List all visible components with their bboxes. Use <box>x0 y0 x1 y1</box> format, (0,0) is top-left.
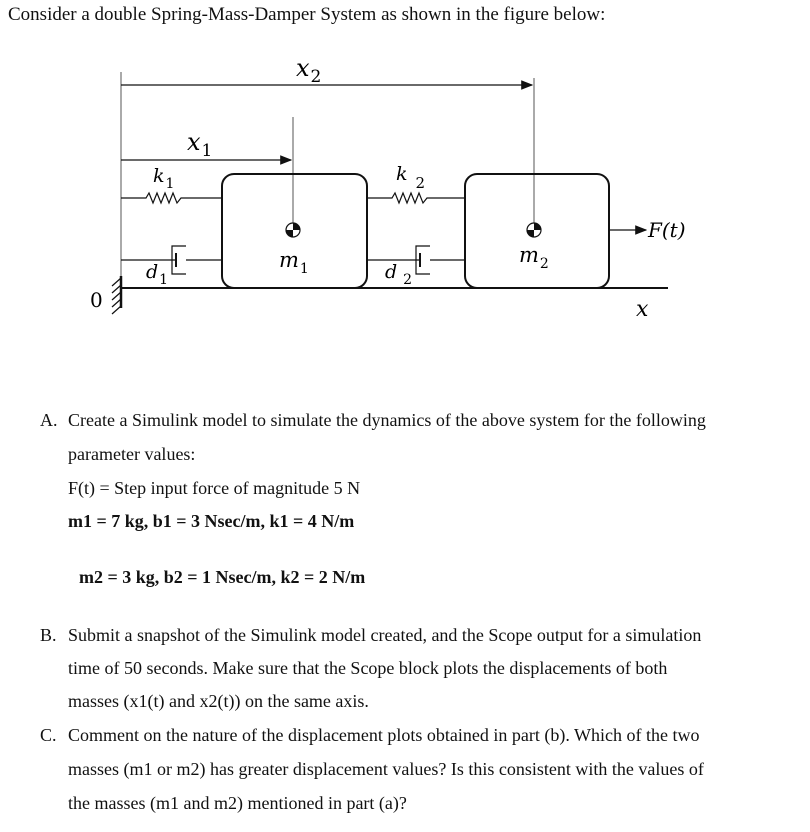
spring-mass-damper-figure <box>0 40 810 345</box>
section-a <box>40 410 706 431</box>
section-a-line-2: parameter values: <box>68 444 196 464</box>
section-b-line-3: masses (x1(t) and x2(t)) on the same axis. <box>68 691 369 711</box>
figure-svg <box>0 40 810 340</box>
section-b-line-2: time of 50 seconds. Make sure that the Scope block plots the displacements of both <box>68 658 668 678</box>
d2-label: d $_2$ <box>385 261 413 288</box>
section-a-letter: A. <box>40 410 58 430</box>
spring-k2 <box>367 193 465 203</box>
section-c-line-2: masses (m1 or m2) has greater displacement values? Is this consistent with the values of <box>68 759 704 779</box>
section-c-letter: C. <box>40 725 57 745</box>
section-c-line-3: the masses (m1 and m2) mentioned in part (a)? <box>68 793 407 813</box>
x1-label: $x_1$ <box>187 128 213 161</box>
section-c <box>40 725 700 746</box>
wall <box>112 276 121 314</box>
damper-d2 <box>367 246 465 274</box>
spring-k1 <box>121 193 222 203</box>
force-label: F(t) <box>648 218 686 242</box>
k1-label: $k_1$ <box>153 165 175 192</box>
m2-label: $m_2$ <box>519 243 549 272</box>
section-a-line-1: Create a Simulink model to simulate the dynamics of the above system for the following <box>68 410 706 430</box>
section-b <box>40 625 701 646</box>
x2-label: $x_2$ <box>296 54 322 87</box>
section-a-line-3: F(t) = Step input force of magnitude 5 N <box>68 478 361 498</box>
m2-center-of-mass-icon <box>527 223 541 237</box>
m1-label: $m_1$ <box>279 248 309 277</box>
section-c-line-1: Comment on the nature of the displacement plots obtained in part (b). Which of the two <box>68 725 700 745</box>
intro-text: Consider a double Spring-Mass-Damper System as shown in the figure below: <box>8 4 606 25</box>
k2-label: k $_2$ <box>396 163 426 192</box>
m1-center-of-mass-icon <box>286 223 300 237</box>
params-m2: m2 = 3 kg, b2 = 1 Nsec/m, k2 = 2 N/m <box>79 567 366 587</box>
section-b-line-1: Submit a snapshot of the Simulink model created, and the Scope output for a simulation <box>68 625 702 645</box>
section-b-letter: B. <box>40 625 57 645</box>
params-m1: m1 = 7 kg, b1 = 3 Nsec/m, k1 = 4 N/m <box>68 511 355 531</box>
origin-label: 0 <box>90 288 103 312</box>
damper-d1 <box>121 246 222 274</box>
d1-label: $d_1$ <box>146 261 169 288</box>
x-axis-label: x <box>636 297 649 322</box>
